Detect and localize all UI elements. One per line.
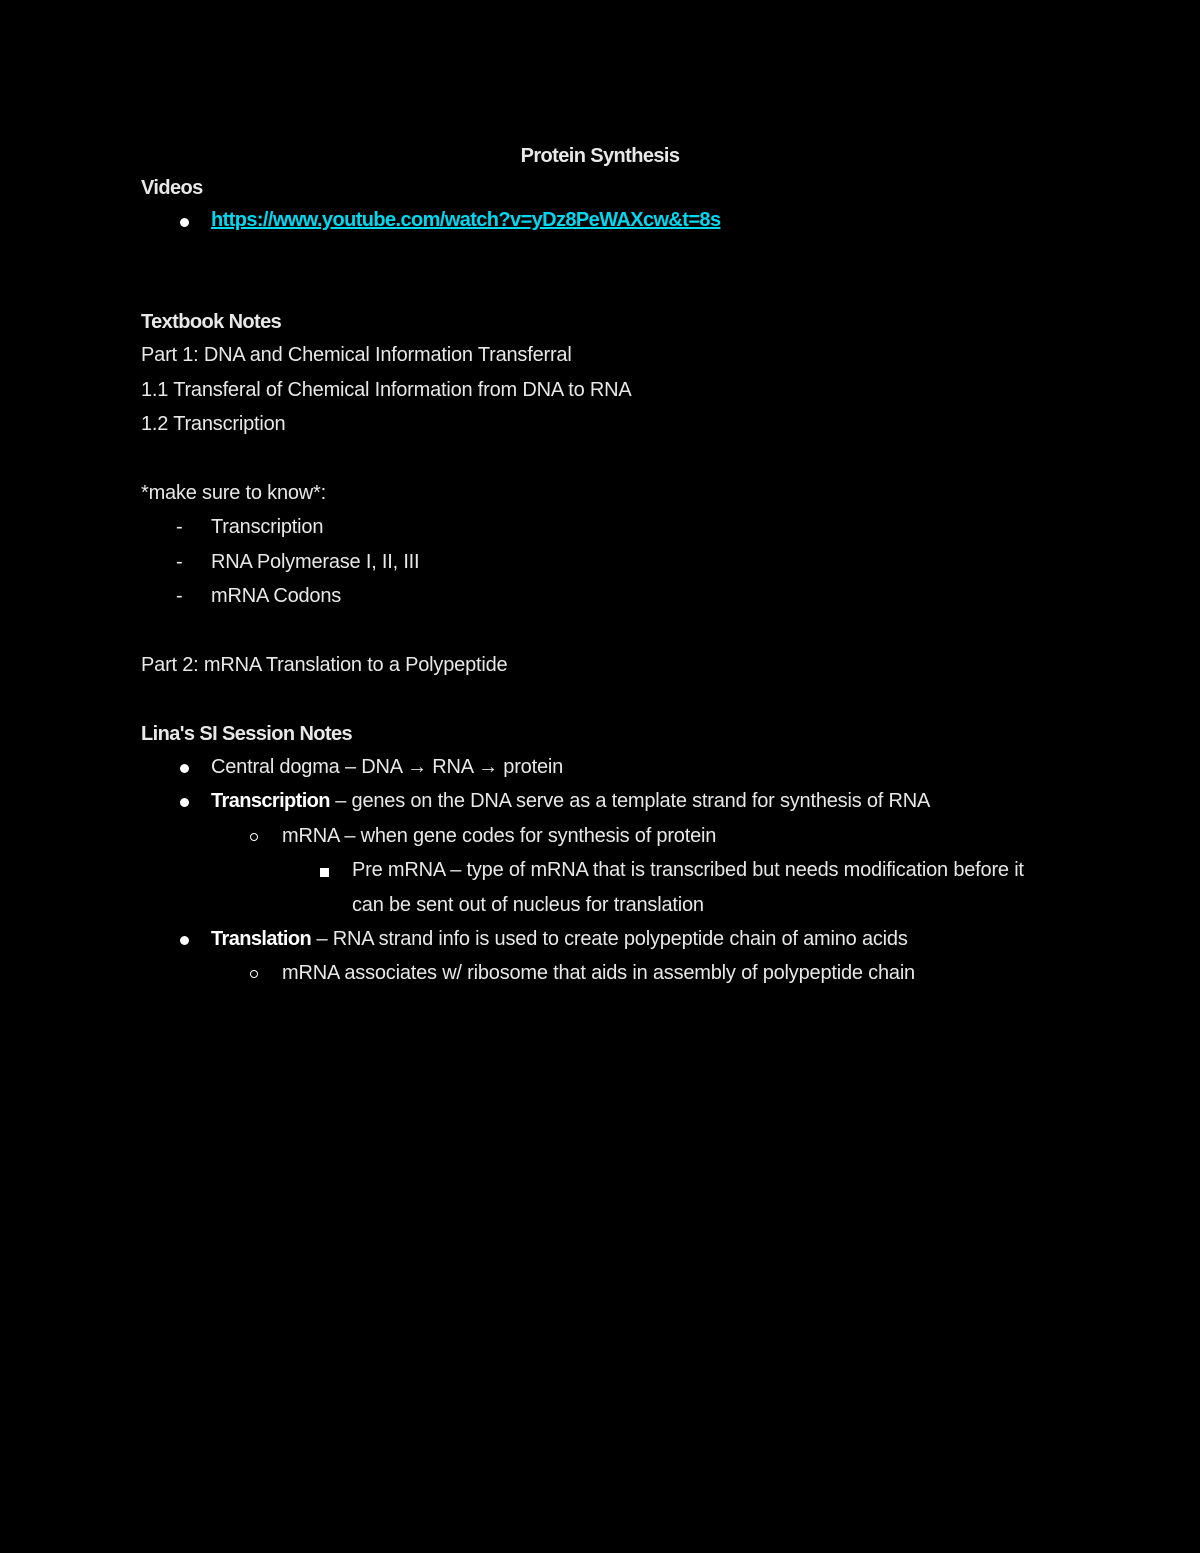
translation-term: Translation [211, 928, 312, 950]
bullet-circle-icon [250, 970, 258, 978]
bullet-disc-icon [180, 798, 189, 807]
bullet-disc-icon [180, 218, 189, 227]
central-dogma-line: Central dogma – DNA → RNA → protein [211, 756, 564, 778]
bullet-disc-icon [180, 936, 189, 945]
bullet-circle-icon [250, 833, 258, 841]
dash-bullet-icon: - [176, 516, 183, 538]
translation-line [211, 925, 908, 953]
mrna-line: mRNA – when gene codes for synthesis of protein [282, 825, 717, 847]
textbook-line: Part 1: DNA and Chemical Information Transferral [141, 344, 572, 366]
know-item: mRNA Codons [211, 585, 342, 607]
bullet-square-icon [320, 868, 329, 877]
transcription-term: Transcription [211, 790, 330, 812]
know-item: RNA Polymerase I, II, III [211, 551, 420, 573]
know-item: Transcription [211, 516, 324, 538]
know-label: *make sure to know*: [141, 482, 326, 504]
dash-bullet-icon: - [176, 585, 183, 607]
video-link[interactable]: https://www.youtube.com/watch?v=yDz8PeWAXcw&t=8s [211, 209, 721, 231]
videos-heading: Videos [141, 177, 203, 199]
pre-mrna-line: Pre mRNA – type of mRNA that is transcribed but needs modification before it [352, 859, 1024, 881]
translation-definition: – RNA strand info is used to create polypeptide chain of amino acids [311, 928, 908, 950]
transcription-definition: – genes on the DNA serve as a template strand for synthesis of RNA [329, 790, 931, 812]
part2-line: Part 2: mRNA Translation to a Polypeptide [141, 654, 508, 676]
transcription-line [211, 787, 930, 815]
textbook-line: 1.2 Transcription [141, 413, 286, 435]
bullet-disc-icon [180, 764, 189, 773]
ribosome-line: mRNA associates w/ ribosome that aids in assembly of polypeptide chain [282, 962, 915, 984]
dash-bullet-icon: - [176, 551, 183, 573]
si-notes-heading: Lina's SI Session Notes [141, 723, 353, 745]
page-title: Protein Synthesis [520, 145, 680, 167]
pre-mrna-line-continued: can be sent out of nucleus for translation [352, 894, 704, 916]
textbook-line: 1.1 Transferal of Chemical Information from DNA to RNA [141, 379, 632, 401]
textbook-notes-heading: Textbook Notes [141, 311, 282, 333]
